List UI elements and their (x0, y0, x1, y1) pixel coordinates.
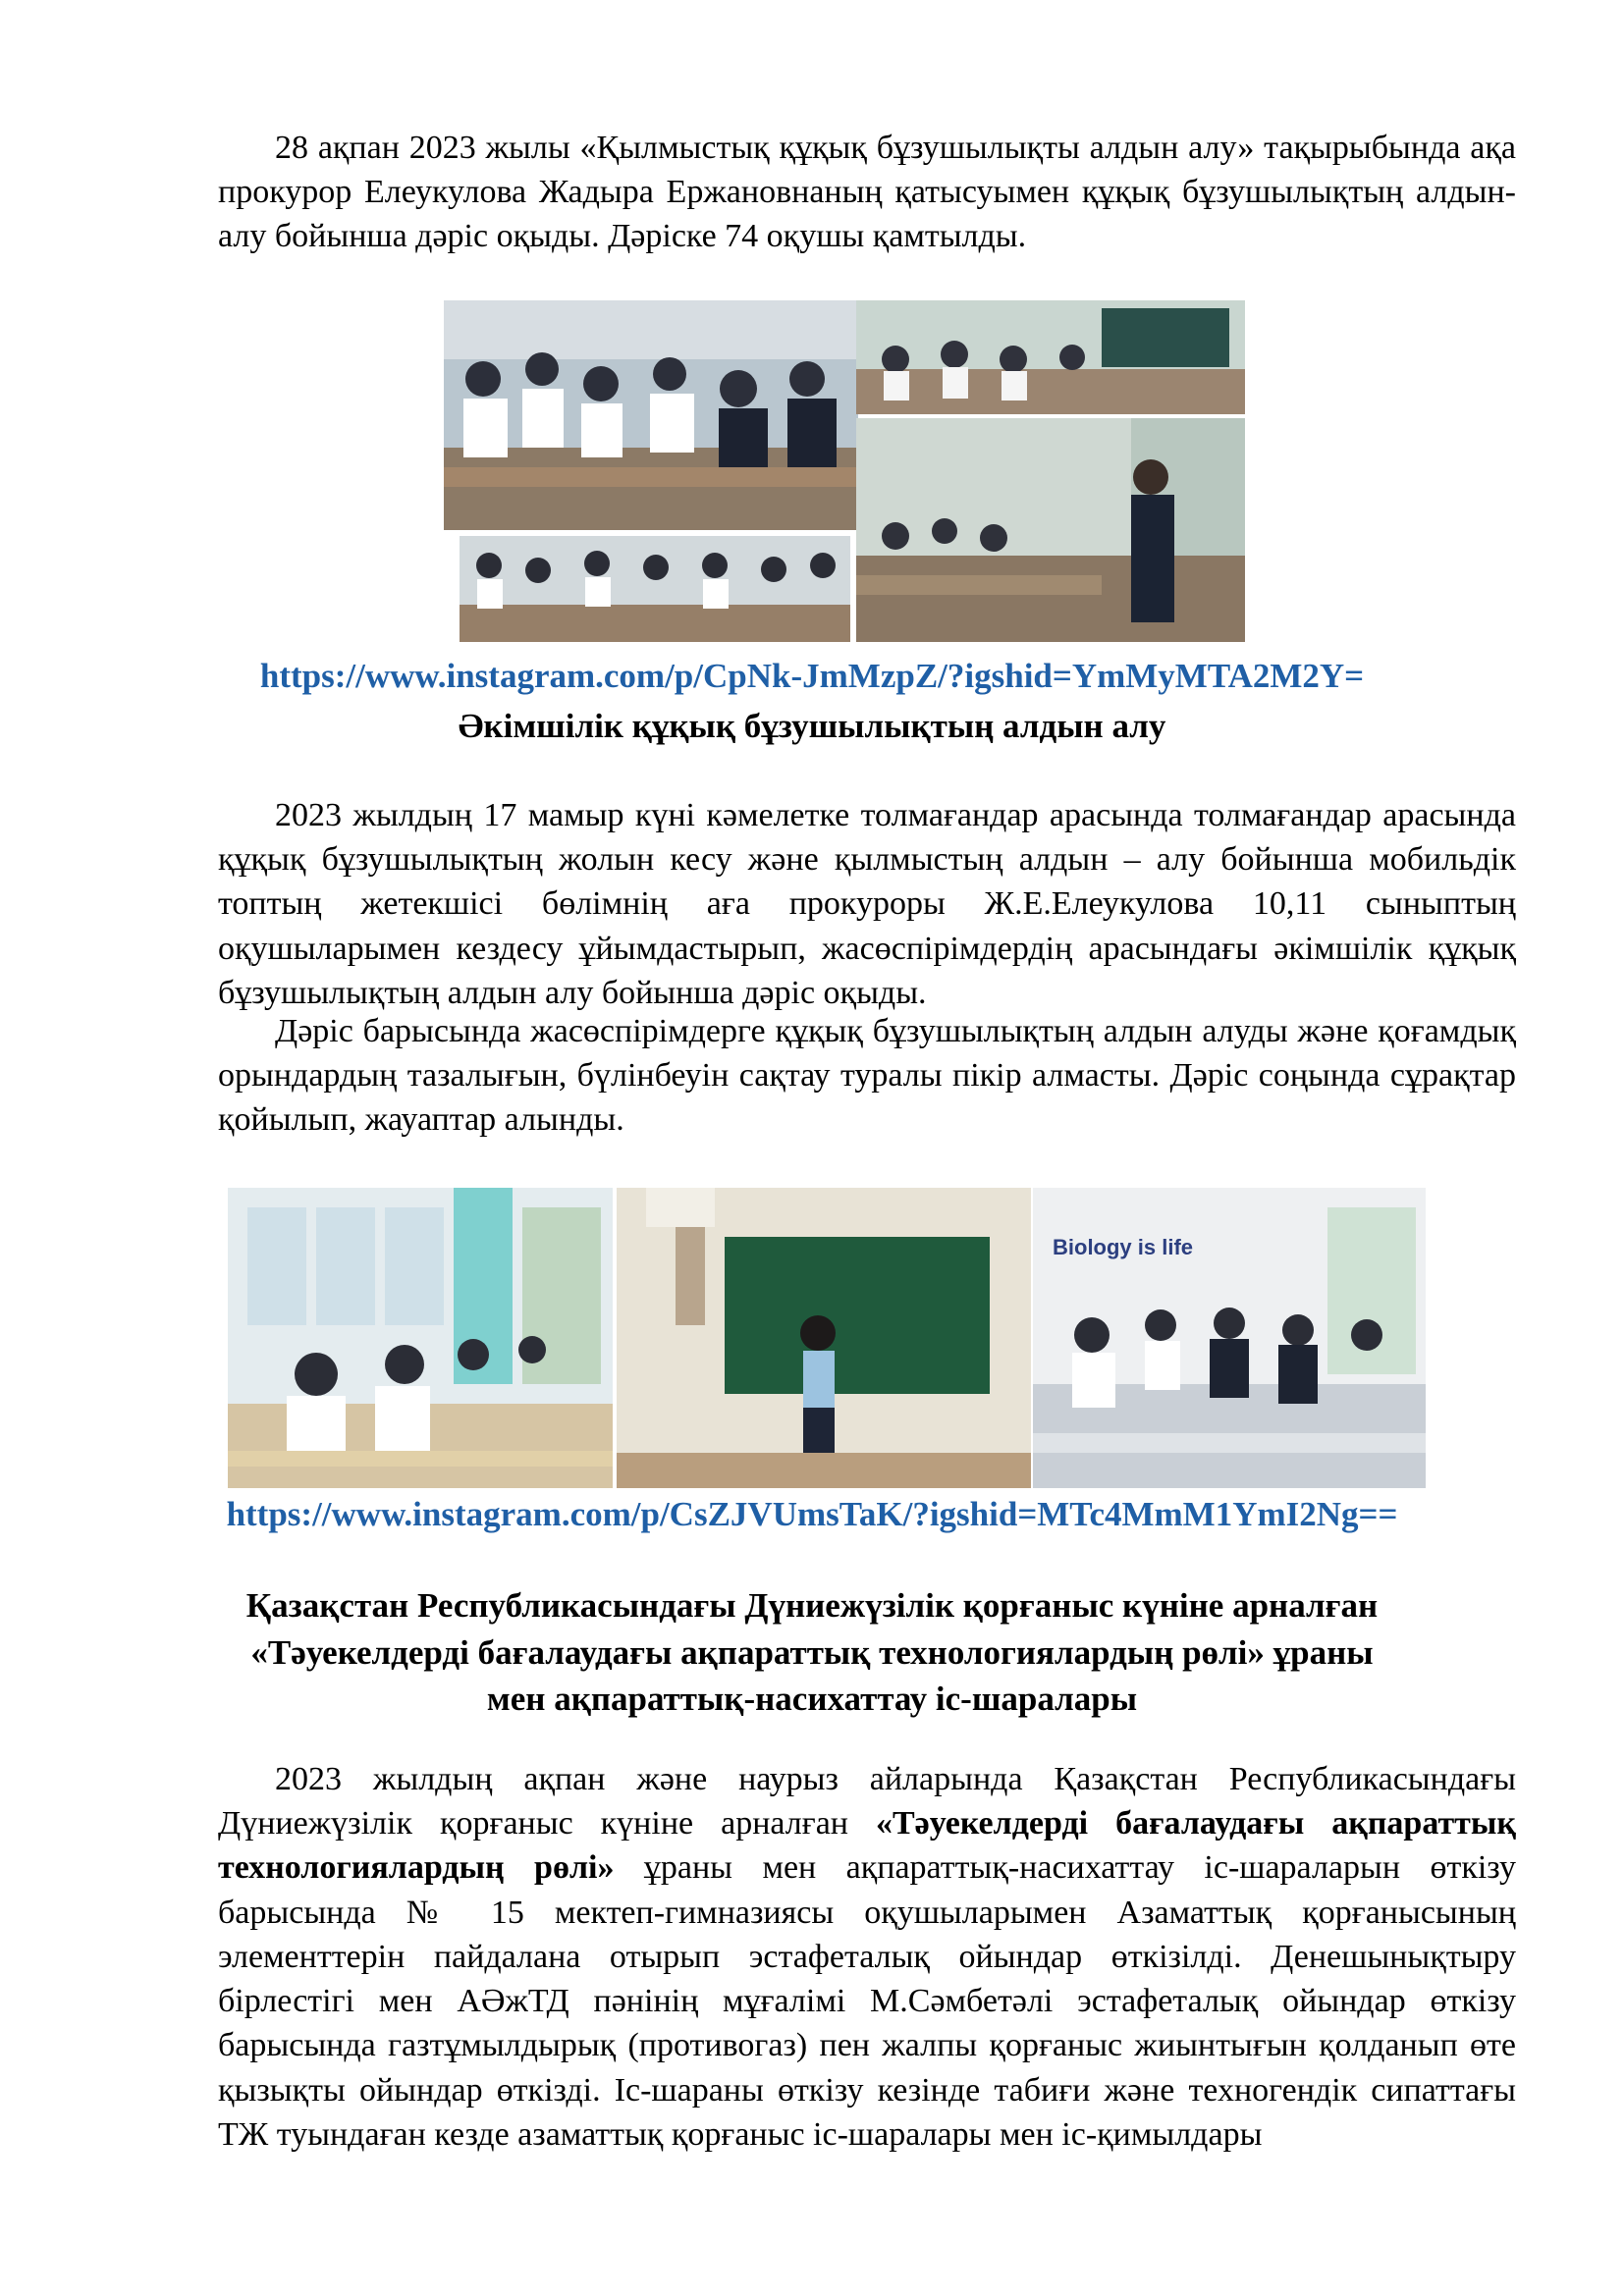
paragraph-text-2: ұраны мен ақпараттық-насихаттау іс-шараларын өткізу барысында № 15 мектеп-гимназиясы оқушыларымен Азаматтық қорғанысының элементтерін пайдалана отырып эстафеталық ойындар өткізілді. Денешынықтыру бірлестігі мен АӘжТД пәнінің мұғалімі М.Сәмбетәлі эстафеталық ойындар өткізу барысында газтұмылдырық (противогаз) пен жалпы қорғаныс жиынтығын қолданып өте қызықты ойындар өткізді. Іс-шараны өткізу кезінде табиғи және техногендік сипаттағы ТЖ туындаған кезде азаматтық қорғаныс іс-шаралары мен іс-қимылдары (218, 1849, 1516, 2153)
instagram-link-2[interactable]: https://www.instagram.com/p/CsZJVUmsTaK/?igshid=MTc4MmM1YmI2Ng== (226, 1495, 1398, 1533)
classroom-photo-officer (617, 1188, 1031, 1488)
heading-line-3: мен ақпараттық-насихаттау іс-шаралары (486, 1680, 1138, 1719)
classroom-photo-girls (228, 1188, 613, 1488)
classroom-photo-prosecutor (856, 418, 1245, 642)
classroom-photo-biology (1033, 1188, 1426, 1488)
heading-line-1: Қазақстан Республикасындағы Дүниежүзілік қорғаныс күніне арналған (245, 1586, 1379, 1625)
meeting-paragraph: 2023 жылдың 17 мамыр күні кәмелетке толмағандар арасында толмағандар арасында құқық бұзушылықтың жолын кесу және қылмыстың алдын – алу бойынша мобильдік топтың жетекшісі бөлімнің аға прокуроры Ж.Е.Елеукулова 10,11 сыныптың оқушыларымен кездесу ұйымдастырып, жасөспірімдердің арасындағы әкімшілік құқық бұзушылықтың алдын алу бойынша дәріс оқыды. (218, 797, 1516, 1011)
biology-wall-text: Biology is life (1053, 1235, 1194, 1259)
slogan-text: «Тәуекелдерді бағалаудағы ақпараттық технологиялардың рөлі» (218, 1805, 1517, 1887)
discussion-paragraph: Дәріс барысында жасөспірімдерге құқық бұзушылықтың алдын алуды және қоғамдық орындардың тазалығын, бүлінбеуін сақтау туралы пікір алмасты. Дәріс соңында сұрақтар қойылып, жауаптар алынды. (218, 1013, 1516, 1139)
section-heading-administrative: Әкімшілік құқық бұзушылықтың алдын алу (458, 707, 1166, 745)
paragraph-text-1: 2023 жылдың ақпан және наурыз айларында Қазақстан Республикасындағы Дүниежүзілік қорғаныс күніне арналған (218, 1761, 1516, 1842)
section-heading-civil-defense (196, 1582, 1428, 1723)
heading-line-2: «Тәуекелдерді бағалаудағы ақпараттық технологиялардың рөлі» ұраны (250, 1632, 1374, 1672)
civil-defense-paragraph (218, 1757, 1516, 2157)
classroom-photo-students-2 (460, 536, 850, 642)
classroom-photo-screen (856, 300, 1245, 414)
lecture-paragraph: 28 ақпан 2023 жылы «Қылмыстық құқық бұзушылықты алдын алу» тақырыбында ақа прокурор Елеукулова Жадыра Ержановнаның қатысуымен құқық бұзушылықтың алдын-алу бойынша дәріс оқыды. Дәріске 74 оқушы қамтылды. (218, 130, 1516, 255)
instagram-link-1[interactable]: https://www.instagram.com/p/CpNk-JmMzpZ/?igshid=YmMyMTA2M2Y= (259, 657, 1365, 695)
classroom-photo-students-1 (444, 300, 858, 530)
